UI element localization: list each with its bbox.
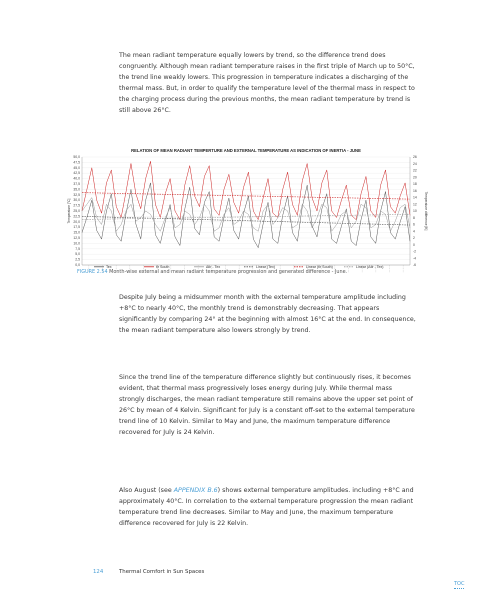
y-tick-label-right: 4 — [413, 229, 415, 234]
y-tick-label-right: -2 — [413, 249, 417, 254]
y-tick-label-right: 10 — [413, 209, 417, 213]
paragraph-july-difference: Since the trend line of the temperature difference slightly but continuously rises, it becomes evident, that thermal mass progressively loses energy during July. While thermal mass strongly discharges, the mean radiant temperature still remains above the upper set point of 26°C by mean of 4 Kelvin. Significant for July is a constant off-set to the external temperature trend line of 10 Kelvin. Similar to May and June, the maximum temperature difference recovered for July is 24 Kelvin. — [119, 374, 415, 437]
series-tlr-south — [82, 161, 410, 219]
legend-item: Linear (Tex) — [256, 265, 275, 269]
y-tick-label-left: 40,0 — [73, 176, 80, 181]
legend-item: Linear (tlr South) — [306, 265, 333, 269]
legend-item: Tex — [106, 265, 112, 269]
y-tick-label-right: 2 — [413, 236, 415, 240]
paragraph-july-trend: Despite July being a midsummer month with the external temperature amplitude including +8°C to nearly 40°C, the monthly trend is demonstrably decreasing. That appears significantly by comparing 24° at the beginning with almost 16°C at the end. In consequence, the mean radiant temperature also lowers strongly by trend. — [119, 294, 416, 335]
paragraph-intro: The mean radiant temperature equally lowers by trend, so the difference trend does congruently. Although mean radiant temperature raises in the first triple of March up to 50°C, the trend line weakly lowers. This progression in temperature indicates a discharging of the thermal mass. But, in order to qualify the temperature level of the thermal mass in respect to the charging process during the previous months, the mean radiant temperature by trend is still above 26°C. — [119, 52, 415, 115]
y-tick-label-right: 22 — [413, 168, 417, 173]
y-tick-label-right: 18 — [413, 182, 417, 186]
figure-caption — [77, 269, 347, 275]
y-tick-label-left: 25,0 — [73, 209, 80, 213]
y-tick-label-left: 7,5 — [75, 246, 80, 251]
y-tick-label-left: 0,0 — [75, 263, 80, 267]
legend-item: Linear (Δtlr - Tex) — [356, 265, 384, 269]
legend-item: Δtlr - Tex — [206, 265, 221, 269]
y-tick-label-left: 30,0 — [73, 198, 80, 203]
toc-link[interactable]: TOC — [454, 581, 465, 587]
y-tick-label-right: -4 — [413, 256, 417, 261]
y-tick-label-left: 32,5 — [73, 192, 80, 197]
figure-label: FIGURE 2.54 — [77, 269, 108, 275]
y-tick-label-left: 42,5 — [73, 171, 80, 176]
y-tick-label-left: 47,5 — [73, 160, 80, 165]
y-tick-label-left: 12,5 — [73, 236, 80, 240]
paragraph-august-end: ) shows external temperature amplitudes. including +8°C and approximately 40°C. In correlation to the external temperature progression the mean radiant temperature trend line decreases. Similar to May and June, the maximum temperature difference recovered for July is 22 Kelvin. — [119, 487, 414, 528]
y-tick-label-right: -6 — [413, 263, 417, 267]
y-tick-label-left: 5,0 — [75, 252, 80, 257]
book-title: Thermal Comfort in Sun Spaces — [119, 569, 205, 575]
page-number: 124 — [93, 569, 104, 575]
series--tlr-tex — [82, 198, 410, 232]
y-tick-label-left: 27,5 — [73, 203, 80, 208]
y-tick-label-left: 2,5 — [75, 257, 80, 262]
y-tick-label-left: 35,0 — [73, 187, 80, 192]
y-tick-label-left: 10,0 — [73, 241, 80, 246]
figure-caption-text: Month-wise external and mean radiant temperature progression and generated difference - June. — [109, 269, 348, 275]
y-tick-label-left: 17,5 — [73, 225, 80, 230]
y-tick-label-left: 37,5 — [73, 182, 80, 186]
y-tick-label-left: 45,0 — [73, 165, 80, 170]
y-tick-label-right: 8 — [413, 215, 415, 220]
y-tick-label-right: 24 — [413, 161, 417, 166]
y-tick-label-right: 20 — [413, 175, 417, 180]
y-tick-label-left: 22,5 — [73, 214, 80, 219]
y-tick-label-right: 16 — [413, 188, 417, 193]
y-tick-label-right: 6 — [413, 222, 415, 227]
paragraph-august — [119, 485, 419, 529]
series-linear-tex- — [82, 216, 410, 225]
appendix-link[interactable]: APPENDIX B.6 — [173, 487, 218, 494]
series-linear-tlr-tex- — [82, 214, 410, 219]
legend-item: tlr South — [156, 265, 170, 269]
y-tick-label-right: 12 — [413, 202, 417, 207]
series-linear-tlr-south- — [82, 193, 410, 199]
y-tick-label-right: 26 — [413, 155, 417, 159]
paragraph-august-start: Also August (see — [119, 487, 174, 494]
y-tick-label-left: 15,0 — [73, 230, 80, 235]
y-tick-label-right: 0 — [413, 242, 415, 247]
y-axis-label-left: Temperature [°C] — [67, 198, 71, 224]
chart-title: RELATION OF MEAN RADIANT TEMPERTURE AND EXTERNAL TEMPERATURE AS INDICATION OF INERTIA - JUNE — [131, 148, 361, 153]
y-tick-label-left: 20,0 — [73, 219, 80, 224]
y-tick-label-right: 14 — [413, 195, 417, 200]
y-tick-label-left: 50,0 — [73, 155, 80, 159]
y-axis-label-right: Temperature difference [K] — [424, 191, 428, 231]
series-tex — [82, 183, 410, 248]
